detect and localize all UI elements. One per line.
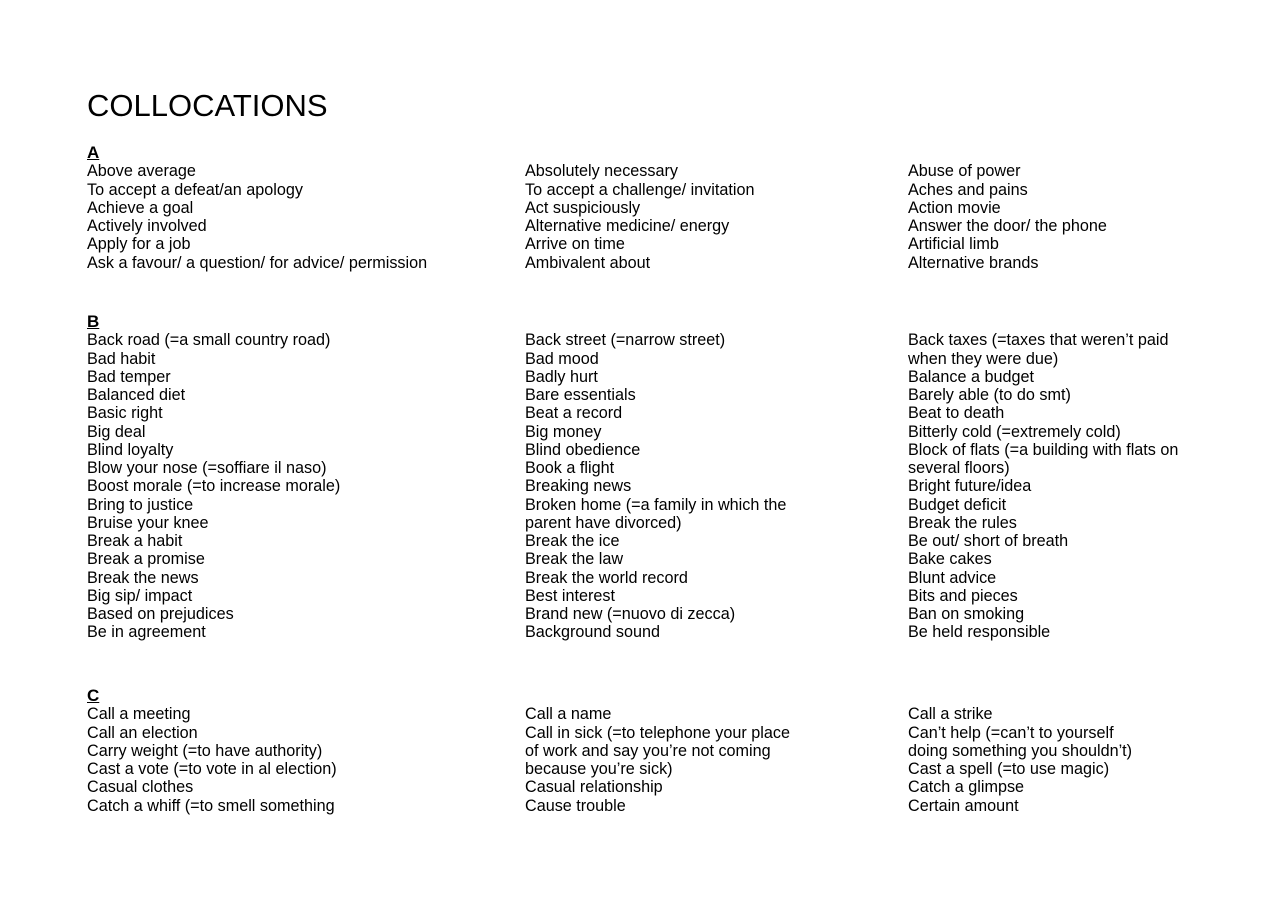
- list-item: parent have divorced): [525, 513, 682, 532]
- list-item: Back taxes (=taxes that weren’t paid: [908, 331, 1169, 350]
- column-2: [525, 705, 895, 815]
- list-item: Call a strike: [908, 705, 993, 724]
- list-item: Be held responsible: [908, 623, 1051, 642]
- list-item: Be out/ short of breath: [908, 532, 1069, 551]
- list-item: Alternative brands: [908, 253, 1039, 272]
- list-item: several floors): [908, 459, 1010, 478]
- list-item: To accept a challenge/ invitation: [525, 180, 755, 199]
- column-1: [87, 705, 512, 815]
- column-3: [908, 705, 1208, 815]
- list-item: Call in sick (=to telephone your place: [525, 723, 790, 742]
- list-item: Bright future/idea: [908, 477, 1032, 496]
- list-item: Cast a spell (=to use magic): [908, 760, 1110, 779]
- list-item: Bitterly cold (=extremely cold): [908, 422, 1121, 441]
- list-item: Back road (=a small country road): [87, 331, 331, 350]
- list-item: Call a name: [525, 705, 612, 724]
- page-title: COLLOCATIONS: [87, 88, 328, 123]
- list-item: Aches and pains: [908, 180, 1028, 199]
- list-item: Back street (=narrow street): [525, 331, 726, 350]
- list-item: Brand new (=nuovo di zecca): [525, 605, 736, 624]
- list-item: Alternative medicine/ energy: [525, 217, 730, 236]
- column-2: [525, 331, 895, 641]
- column-3: [908, 162, 1208, 272]
- list-item: Call an election: [87, 723, 198, 742]
- list-item: Breaking news: [525, 477, 632, 496]
- list-item: Break the law: [525, 550, 624, 569]
- list-item: Blunt advice: [908, 568, 997, 587]
- list-item: Budget deficit: [908, 495, 1007, 514]
- list-item: Break the ice: [525, 532, 620, 551]
- list-item: Break the world record: [525, 568, 688, 587]
- list-item: Bad habit: [87, 349, 156, 368]
- list-item: Big money: [525, 422, 602, 441]
- section-c: [87, 686, 1133, 815]
- list-item: Barely able (to do smt): [908, 386, 1071, 405]
- list-item: when they were due): [908, 349, 1059, 368]
- list-item: Answer the door/ the phone: [908, 217, 1107, 236]
- list-item: doing something you shouldn’t): [908, 741, 1133, 760]
- list-item: Ban on smoking: [908, 605, 1025, 624]
- list-item: Based on prejudices: [87, 605, 234, 624]
- list-item: Big sip/ impact: [87, 586, 193, 605]
- list-item: Break a promise: [87, 550, 205, 569]
- list-item: Bruise your knee: [87, 513, 209, 532]
- list-item: Balance a budget: [908, 367, 1035, 386]
- list-item: Bake cakes: [908, 550, 992, 569]
- column-1: [87, 331, 512, 641]
- list-item: Cause trouble: [525, 796, 626, 815]
- list-item: Best interest: [525, 586, 615, 605]
- list-item: Balanced diet: [87, 386, 186, 405]
- list-item: because you’re sick): [525, 760, 673, 779]
- list-item: Be in agreement: [87, 623, 206, 642]
- list-item: Carry weight (=to have authority): [87, 741, 323, 760]
- list-item: Break a habit: [87, 532, 183, 551]
- list-item: Blow your nose (=soffiare il naso): [87, 459, 327, 478]
- list-item: Act suspiciously: [525, 198, 641, 217]
- section-letter: C: [87, 686, 100, 705]
- list-item: Ambivalent about: [525, 253, 651, 272]
- list-item: Break the rules: [908, 513, 1017, 532]
- list-item: Cast a vote (=to vote in al election): [87, 760, 337, 779]
- list-item: Actively involved: [87, 217, 207, 236]
- list-item: Big deal: [87, 422, 146, 441]
- section-letter: A: [87, 143, 100, 162]
- list-item: Achieve a goal: [87, 198, 194, 217]
- list-item: Absolutely necessary: [525, 162, 678, 181]
- list-item: Bad mood: [525, 349, 599, 368]
- list-item: Above average: [87, 162, 196, 181]
- list-item: Casual relationship: [525, 778, 663, 797]
- list-item: Blind loyalty: [87, 440, 174, 459]
- list-item: Blind obedience: [525, 440, 641, 459]
- list-item: Background sound: [525, 623, 660, 642]
- list-item: Block of flats (=a building with flats on: [908, 440, 1179, 459]
- section-letter: B: [87, 312, 100, 331]
- list-item: Bits and pieces: [908, 586, 1018, 605]
- list-item: Badly hurt: [525, 367, 598, 386]
- list-item: Abuse of power: [908, 162, 1021, 181]
- list-item: Break the news: [87, 568, 199, 587]
- list-item: Catch a whiff (=to smell something: [87, 796, 335, 815]
- section-a: [87, 143, 1107, 272]
- list-item: Call a meeting: [87, 705, 191, 724]
- list-item: Bring to justice: [87, 495, 194, 514]
- list-item: Catch a glimpse: [908, 778, 1025, 797]
- section-b: [87, 312, 1179, 642]
- list-item: Basic right: [87, 404, 163, 423]
- list-item: Apply for a job: [87, 235, 191, 254]
- list-item: Bare essentials: [525, 386, 636, 405]
- list-item: Book a flight: [525, 459, 615, 478]
- list-item: Bad temper: [87, 367, 171, 386]
- column-2: [525, 162, 895, 272]
- column-1: [87, 162, 512, 272]
- list-item: Ask a favour/ a question/ for advice/ permission: [87, 253, 428, 272]
- list-item: Casual clothes: [87, 778, 194, 797]
- list-item: Can’t help (=can’t to yourself: [908, 723, 1114, 742]
- list-item: To accept a defeat/an apology: [87, 180, 303, 199]
- list-item: of work and say you’re not coming: [525, 741, 771, 760]
- column-3: [908, 331, 1208, 641]
- list-item: Action movie: [908, 198, 1001, 217]
- list-item: Arrive on time: [525, 235, 625, 254]
- list-item: Certain amount: [908, 796, 1019, 815]
- list-item: Artificial limb: [908, 235, 999, 254]
- list-item: Beat to death: [908, 404, 1005, 423]
- list-item: Beat a record: [525, 404, 623, 423]
- list-item: Boost morale (=to increase morale): [87, 477, 341, 496]
- list-item: Broken home (=a family in which the: [525, 495, 787, 514]
